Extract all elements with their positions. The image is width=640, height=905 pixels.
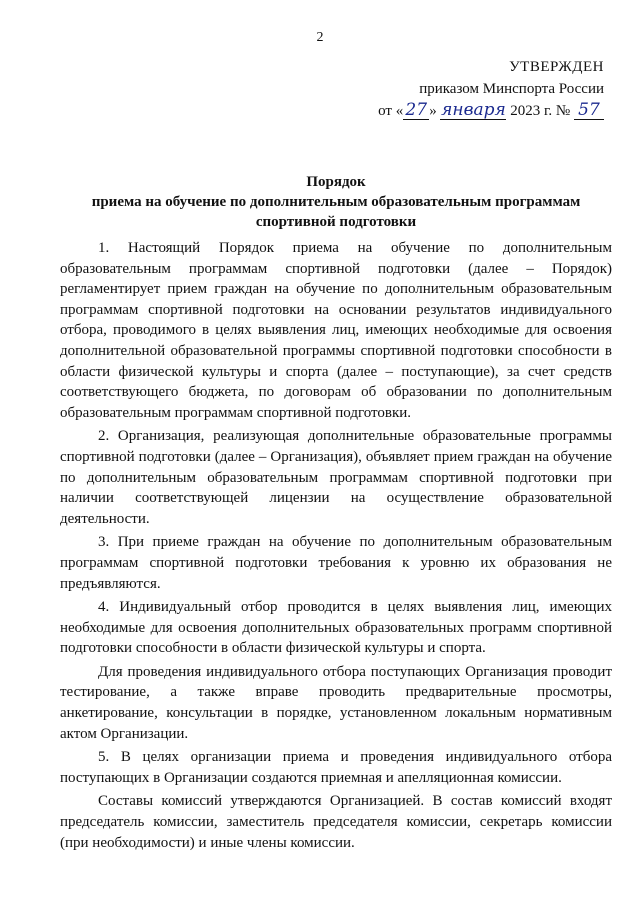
date-mid: » bbox=[429, 103, 437, 119]
document-body bbox=[60, 238, 612, 856]
approval-block bbox=[344, 56, 604, 122]
approval-date-line bbox=[344, 100, 604, 122]
page-number: 2 bbox=[316, 30, 324, 45]
document-title bbox=[60, 172, 612, 232]
paragraph-3: 3. При приеме граждан на обучение по дополнительным образовательным программам спортивной подготовки требования к уровню их образования не предъявляются. bbox=[60, 534, 612, 592]
paragraph-2: 2. Организация, реализующая дополнительные образовательные программы спортивной подготовки (далее – Организация), объявляет прием граждан на обучение по дополнительным образовательным программам спортивной подготовки при наличии соответствующей лицензии на осуществление образовательной деятельности. bbox=[60, 428, 612, 527]
approval-order-line: приказом Минспорта России bbox=[419, 81, 604, 97]
paragraph-4: 4. Индивидуальный отбор проводится в целях выявления лиц, имеющих необходимые для освоения дополнительных образовательных программ спортивной подготовки способности в области физической культуры и спорта. bbox=[60, 599, 612, 657]
handwritten-order-number: 57 bbox=[574, 101, 604, 120]
date-prefix: от « bbox=[378, 103, 404, 119]
date-year: 2023 г. № bbox=[510, 103, 571, 119]
paragraph-4-continued: Для проведения индивидуального отбора поступающих Организация проводит тестирование, а также вправе проводить предварительные просмотры, анкетирование, консультации в порядке, установленном локальным нормативным актом Организации. bbox=[60, 663, 612, 742]
handwritten-month: января bbox=[441, 100, 506, 120]
handwritten-day: 27 bbox=[403, 101, 429, 120]
approval-title: УТВЕРЖДЕН bbox=[509, 59, 604, 75]
title-line-2: приема на обучение по дополнительным образовательным программам bbox=[91, 194, 581, 210]
paragraph-1: 1. Настоящий Порядок приема на обучение по дополнительным образовательным программам спортивной подготовки (далее – Порядок) регламентирует прием граждан на обучение по дополнительным образовательным программам спортивной подготовки на основании результатов индивидуального отбора, проводимого в целях выявления лиц, имеющих необходимые для освоения дополнительной образовательной программы спортивной подготовки способности в области физической культуры и спорта (далее – поступающие), за счет средств соответствующего бюджета, по договорам об образовании по дополнительным образовательным программам спортивной подготовки. bbox=[60, 240, 612, 421]
paragraph-5: 5. В целях организации приема и проведения индивидуального отбора поступающих в Организации создаются приемная и апелляционная комиссии. bbox=[60, 749, 612, 786]
paragraph-5-continued: Составы комиссий утверждаются Организацией. В состав комиссий входят председатель комиссии, заместитель председателя комиссии, секретарь комиссии (при необходимости) и иные члены комиссии. bbox=[60, 793, 612, 851]
title-line-3: спортивной подготовки bbox=[255, 214, 417, 230]
title-line-1: Порядок bbox=[306, 174, 366, 190]
